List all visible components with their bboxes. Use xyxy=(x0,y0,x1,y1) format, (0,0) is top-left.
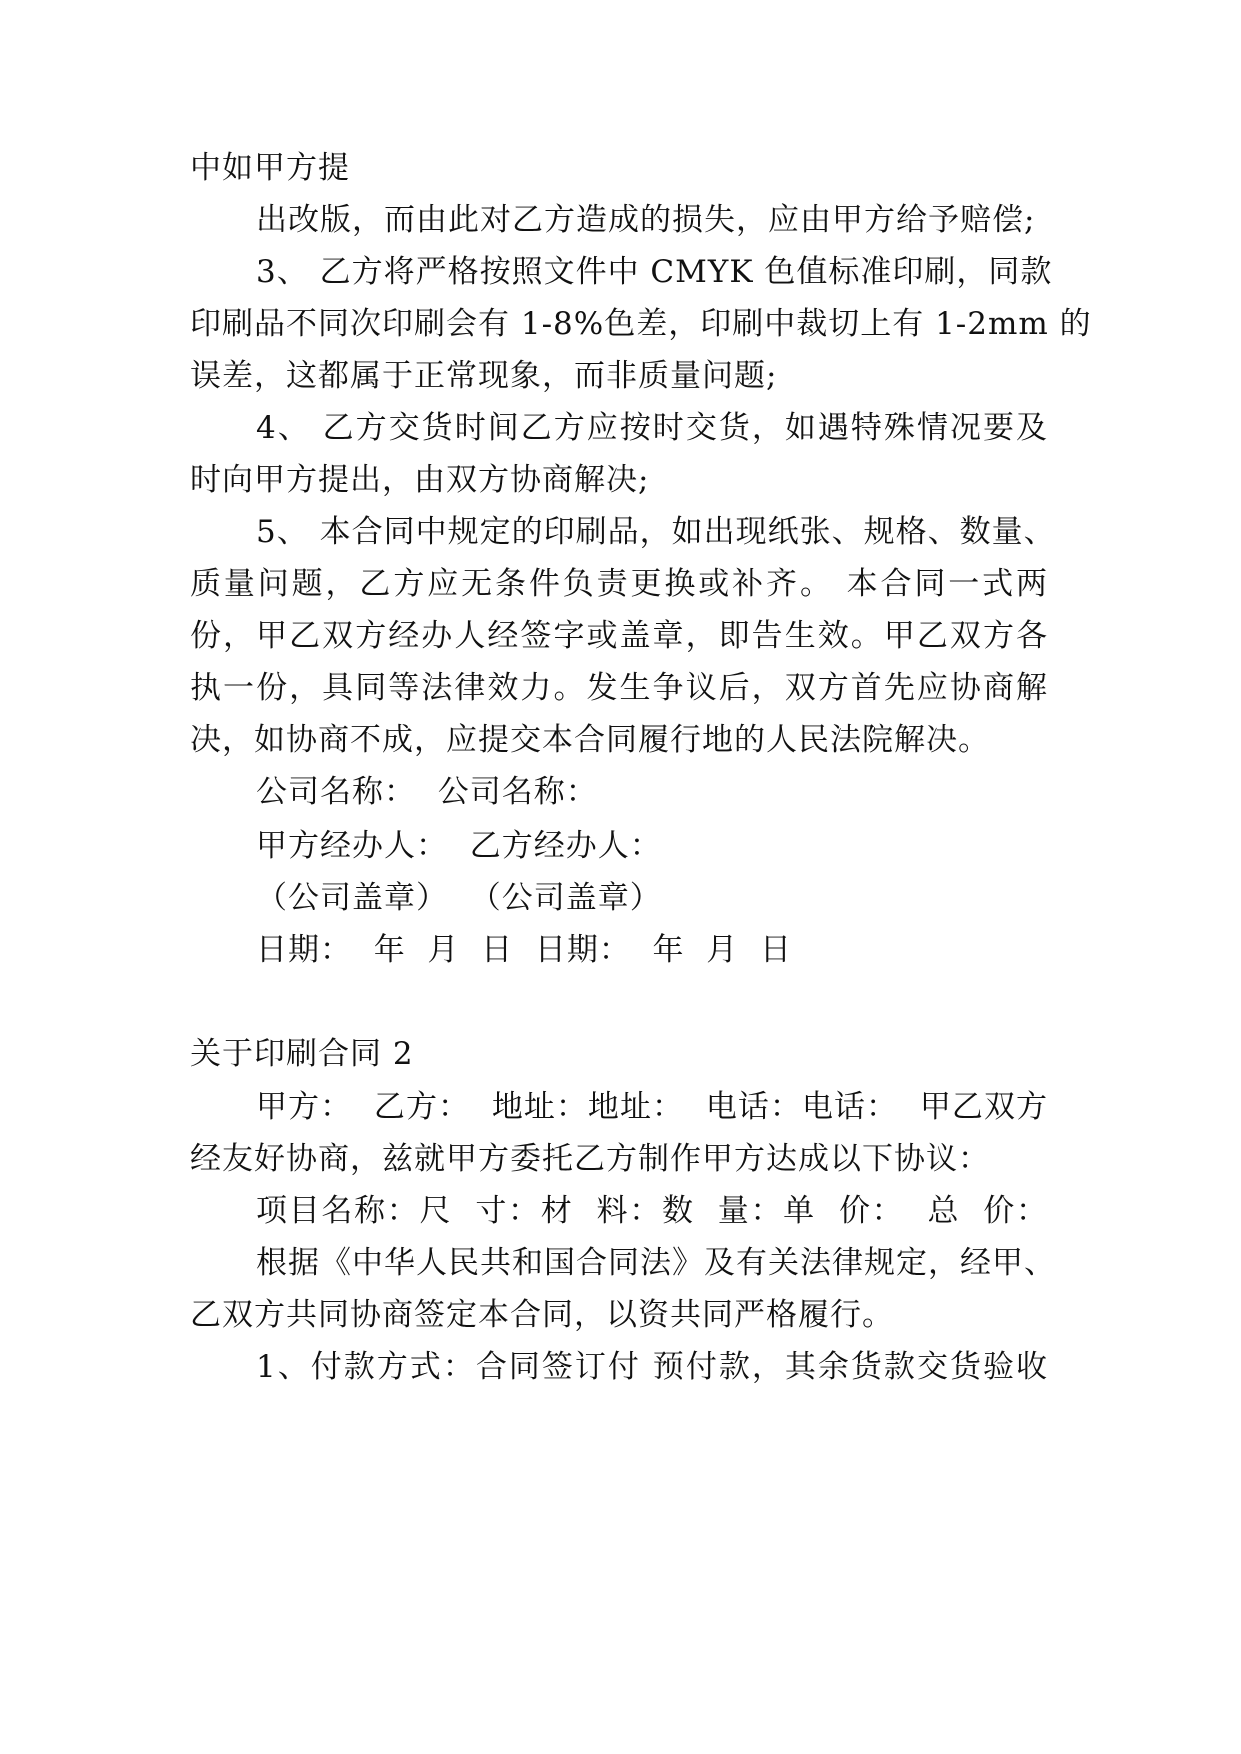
text-line: 中如甲方提 xyxy=(190,150,350,186)
clause-5-line-4: 执一份，具同等法律效力。发生争议后，双方首先应协商解 xyxy=(190,670,1048,706)
legal-basis-line-2: 乙双方共同协商签定本合同，以资共同严格履行。 xyxy=(190,1297,894,1333)
clause-5-line-3: 份，甲乙双方经办人经签字或盖章，即告生效。甲乙双方各 xyxy=(190,618,1048,654)
clause-5-line-1: 5、 本合同中规定的印刷品，如出现纸张、规格、数量、 xyxy=(256,514,1056,550)
legal-basis-line-1: 根据《中华人民共和国合同法》及有关法律规定，经甲、 xyxy=(256,1245,1056,1281)
clause-5-line-5: 决，如协商不成，应提交本合同履行地的人民法院解决。 xyxy=(190,722,990,758)
parties-line-1: 甲方： 乙方： 地址：地址： 电话：电话： 甲乙双方 xyxy=(256,1089,1048,1125)
section-title: 关于印刷合同 2 xyxy=(190,1036,414,1072)
clause-5-line-2: 质量问题，乙方应无条件负责更换或补齐。 本合同一式两 xyxy=(190,566,1048,602)
parties-line-2: 经友好协商，兹就甲方委托乙方制作甲方达成以下协议： xyxy=(190,1141,990,1177)
signature-company-line: 公司名称： 公司名称： xyxy=(256,774,598,810)
clause-4-line-2: 时向甲方提出，由双方协商解决; xyxy=(190,462,650,498)
clause-3-line-3: 误差，这都属于正常现象，而非质量问题; xyxy=(190,358,778,394)
signature-agent-line: 甲方经办人： 乙方经办人： xyxy=(256,828,662,864)
signature-seal-line: （公司盖章） （公司盖章） xyxy=(256,880,662,916)
payment-terms-line-1: 1、付款方式：合同签订付 预付款，其余货款交货验收 xyxy=(256,1349,1048,1385)
item-table-header: 项目名称：尺 寸：材 料：数 量：单 价： 总 价： xyxy=(256,1193,1048,1229)
clause-3-line-2: 印刷品不同次印刷会有 1-8%色差，印刷中裁切上有 1-2mm 的 xyxy=(190,306,1092,342)
clause-3-line-1: 3、 乙方将严格按照文件中 CMYK 色值标准印刷，同款 xyxy=(256,254,1053,290)
clause-4-line-1: 4、 乙方交货时间乙方应按时交货，如遇特殊情况要及 xyxy=(256,410,1048,446)
text-line: 出改版，而由此对乙方造成的损失，应由甲方给予赔偿; xyxy=(256,202,1036,238)
signature-date-line: 日期： 年 月 日 日期： 年 月 日 xyxy=(256,932,792,968)
